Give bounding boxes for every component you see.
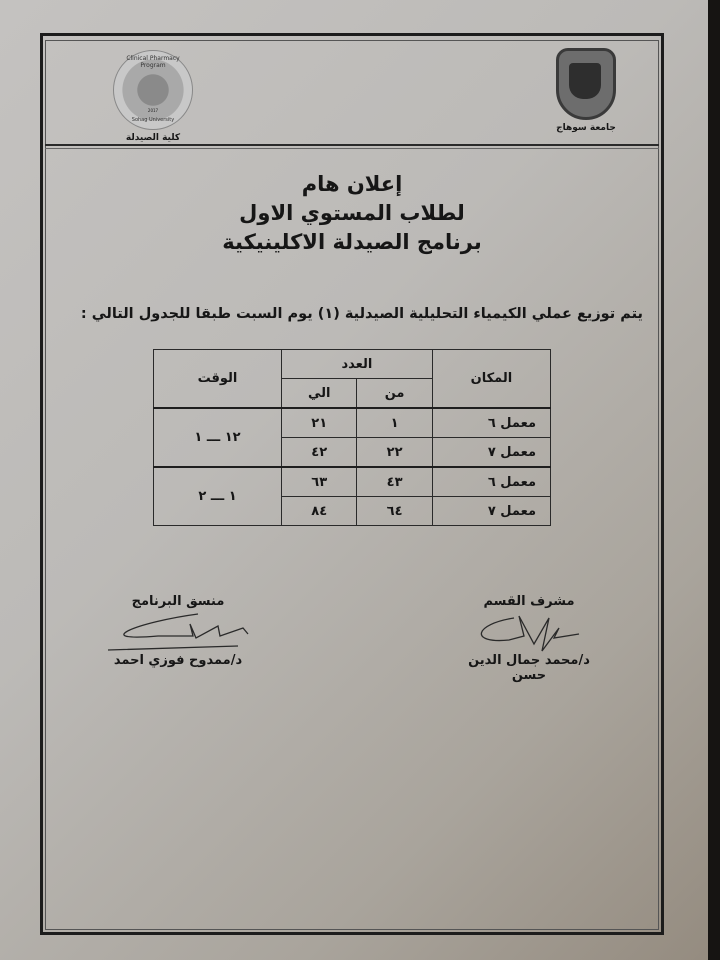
- signature-program-coordinator: [98, 594, 258, 668]
- cell-to: ٨٤: [282, 497, 357, 526]
- title-line-1: إعلان هام: [301, 172, 403, 196]
- university-caption: جامعة سوهاج: [556, 123, 616, 133]
- document-frame: [40, 33, 664, 935]
- header-time: الوقت: [154, 350, 282, 409]
- lab-schedule-table: [153, 349, 551, 526]
- header-count: العدد: [282, 350, 433, 379]
- faculty-logo: [108, 50, 198, 143]
- cell-from: ٢٢: [357, 438, 432, 468]
- cell-time: ١ ـــ ٢: [154, 467, 282, 526]
- signature-title: منسق البرنامج: [131, 594, 225, 609]
- cell-place: معمل ٦: [432, 467, 550, 497]
- cell-to: ٢١: [282, 408, 357, 438]
- cell-from: ٤٣: [357, 467, 432, 497]
- cell-from: ٦٤: [357, 497, 432, 526]
- page-edge-shadow: [708, 0, 720, 960]
- cell-place: معمل ٧: [432, 438, 550, 468]
- title-line-3: برنامج الصيدلة الاكلينيكية: [222, 230, 482, 254]
- header-from: من: [357, 379, 432, 409]
- cell-place: معمل ٦: [432, 408, 550, 438]
- handwritten-signature-icon: [98, 606, 258, 656]
- intro-text: يتم توزيع عملي الكيمياء التحليلية الصيدلية (١) يوم السبت طبقا للجدول التالي :: [80, 306, 643, 322]
- seal-top-text: Clinical Pharmacy Program: [126, 55, 180, 69]
- header-place: المكان: [432, 350, 550, 409]
- announcement-title: [43, 170, 661, 257]
- header-divider-thin: [45, 148, 659, 149]
- faculty-caption: كلية الصيدلة: [125, 133, 181, 143]
- crest-emblem: [569, 63, 601, 99]
- university-logo: [551, 48, 621, 133]
- header-row: [154, 350, 551, 379]
- signature-name: د/محمد جمال الدين حسن: [468, 653, 590, 683]
- table-row: [154, 408, 551, 438]
- cell-place: معمل ٧: [432, 497, 550, 526]
- signature-title: مشرف القسم: [483, 594, 575, 609]
- signature-name: د/ممدوح فوزي احمد: [113, 653, 243, 668]
- seal-year: 2017: [147, 108, 159, 113]
- handwritten-signature-icon: [464, 606, 594, 656]
- cell-time: ١٢ ـــ ١: [154, 408, 282, 467]
- cell-to: ٤٢: [282, 438, 357, 468]
- table-row: [154, 467, 551, 497]
- header-to: الي: [282, 379, 357, 409]
- header-divider: [45, 144, 659, 146]
- signature-department-supervisor: [464, 594, 594, 683]
- sohag-university-crest-icon: [556, 48, 616, 120]
- cell-from: ١: [357, 408, 432, 438]
- cell-to: ٦٣: [282, 467, 357, 497]
- title-line-2: لطلاب المستوي الاول: [239, 201, 465, 225]
- seal-bottom-text: Sohag University: [131, 117, 175, 123]
- clinical-pharmacy-program-seal-icon: [113, 50, 193, 130]
